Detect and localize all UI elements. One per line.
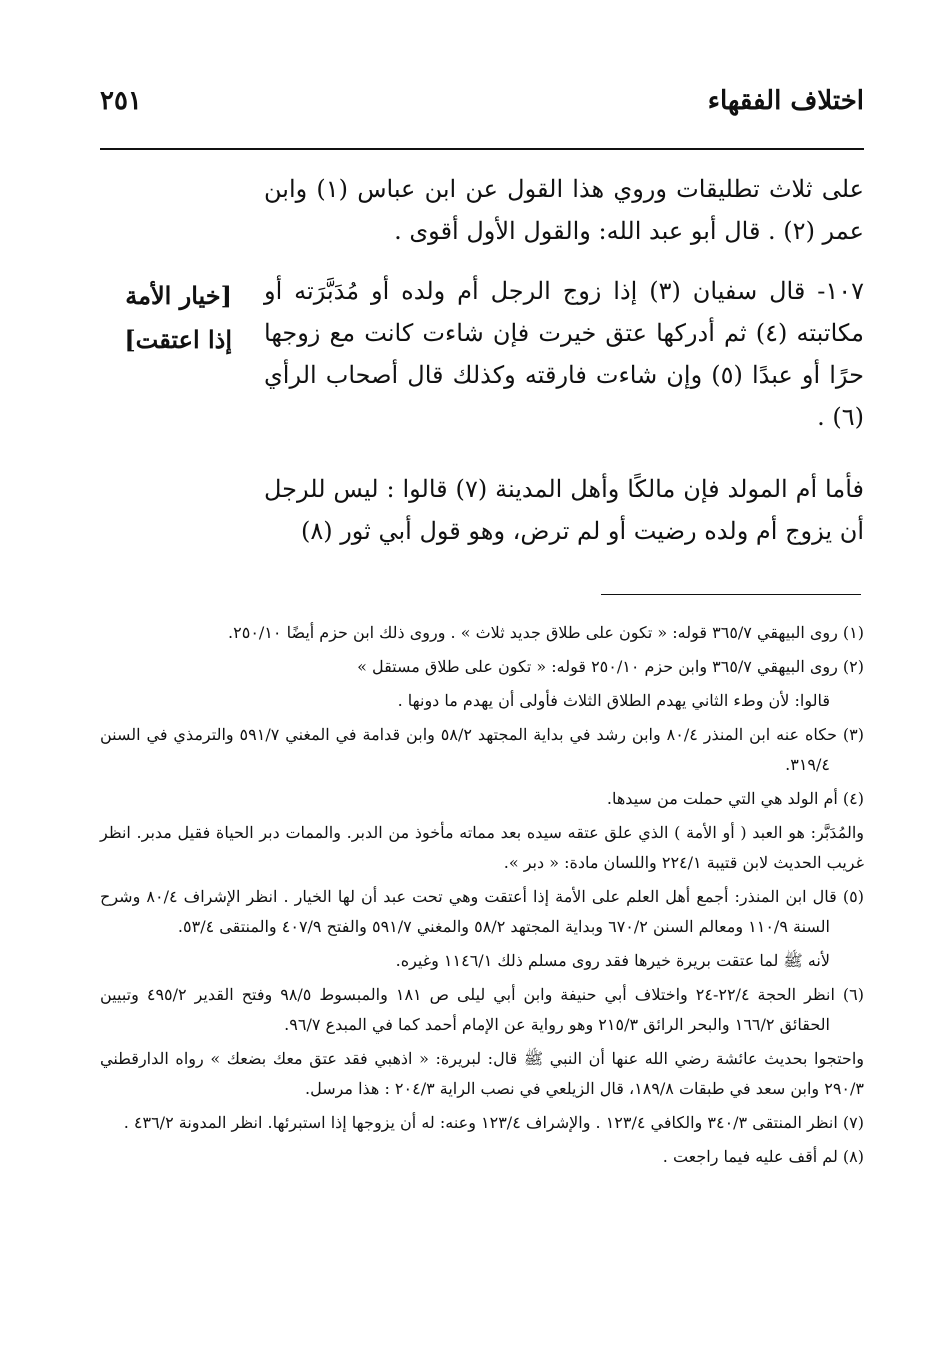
footnote-8: (٨) لم أقف عليه فيما راجعت .	[662, 1147, 864, 1166]
running-title: اختلاف الفقهاء	[707, 86, 864, 116]
footnote-5-continuation: لأنه ﷺ لما عتقت بريرة خيرها فقد روى مسلم ذلك ١١٤٦/١ وغيره.	[395, 951, 830, 970]
footnote-1: (١) روى البيهقي ٣٦٥/٧ قوله: « تكون على طلاق جديد ثلاث » . وروى ذلك ابن حزم أيضًا ٢٥٠/١٠.	[228, 623, 864, 642]
footnote-6-continuation: واحتجوا بحديث عائشة رضي الله عنها أن النبي ﷺ قال: لبريرة: « اذهبي فقد عتق معك بضعك » رواه الدارقطني ٢٩٠/٣ وابن سعد في طبقات ١٨٩/٨، قال الزيلعي في نصب الراية ٢٠٤/٣ : هذا مرسل.	[100, 1049, 864, 1098]
footnote-4: (٤) أم الولد هي التي حملت من سيدها.	[606, 789, 864, 808]
main-text	[264, 168, 864, 552]
footnote-2-continuation: قالوا: لأن وطء الثاني يهدم الطلاق الثلاث فأولى أن يهدم ما دونها .	[397, 691, 830, 710]
footnote-3: (٣) حكاه عنه ابن المنذر ٨٠/٤ وابن رشد في بداية المجتهد ٥٨/٢ وابن قدامة في المغني ٥٩١/٧ والترمذي في السنن ٣١٩/٤.	[100, 725, 865, 774]
footnote-2: (٢) روى البيهقي ٣٦٥/٧ وابن حزم ٢٥٠/١٠ قوله: « تكون على طلاق مستقل »	[357, 657, 864, 676]
paragraph-3: فأما أم المولد فإن مالكًا وأهل المدينة (٧) قالوا : ليس للرجل أن يزوج أم ولده رضيت أو لم ترض، وهو قول أبي ثور (٨)	[264, 475, 865, 545]
margin-heading-line-2: إذا اعتقت]	[124, 325, 232, 354]
margin-heading	[100, 274, 232, 362]
page-number: ٢٥١	[100, 86, 142, 116]
paragraph-2: ١٠٧- قال سفيان (٣) إذا زوج الرجل أم ولده أو مُدَبَّرَته أو مكاتبته (٤) ثم أدركها عتق خيرت فإن شاءت كانت مع زوجها حرًا أو عبدًا (٥) وإن شاءت فارقته وكذلك قال أصحاب الرأي (٦) .	[264, 277, 864, 431]
paragraph-1: على ثلاث تطليقات وروي هذا القول عن ابن عباس (١) وابن عمر (٢) . قال أبو عبد الله: والقول الأول أقوى .	[264, 175, 864, 245]
footnote-4-continuation: والمُدَبَّر: هو العبد ( أو الأمة ) الذي علق عتقه سيده بعد مماته مأخوذ من الدبر. والممات دبر الحياة فقيل مدبر. انظر غريب الحديث لابن قتيبة ٢٢٤/١ واللسان مادة: « دبر ».	[100, 823, 864, 872]
footnote-6: (٦) انظر الحجة ٢٢/٤-٢٤ واختلاف أبي حنيفة وابن أبي ليلى ص ١٨١ والمبسوط ٩٨/٥ وفتح القدير ٤٩٥/٢ وتبيين الحقائق ١٦٦/٢ والبحر الرائق ٢١٥/٣ وهو رواية عن الإمام أحمد كما في المبدع ٩٦/٧.	[100, 985, 864, 1034]
header-rule	[100, 148, 864, 150]
footnote-separator	[601, 594, 861, 595]
footnote-5: (٥) قال ابن المنذر: أجمع أهل العلم على الأمة إذا أعتقت وهي تحت عبد أن لها الخيار . انظر الإشراف ٨٠/٤ وشرح السنة ١١٠/٩ ومعالم السنن ٦٧٠/٢ وبداية المجتهد ٥٨/٢ والمغني ٥٩١/٧ والفتح ٤٠٧/٩ والمنتقى ٥٣/٤.	[100, 887, 864, 936]
page-header	[100, 86, 864, 132]
margin-heading-line-1: [خيار الأمة	[125, 281, 232, 310]
footnotes	[100, 618, 864, 1176]
footnote-7: (٧) انظر المنتقى ٣٤٠/٣ والكافي ١٢٣/٤ . والإشراف ١٢٣/٤ وعنه: له أن يزوجها إذا استبرئها. انظر المدونة ٤٣٦/٢ .	[123, 1113, 864, 1132]
